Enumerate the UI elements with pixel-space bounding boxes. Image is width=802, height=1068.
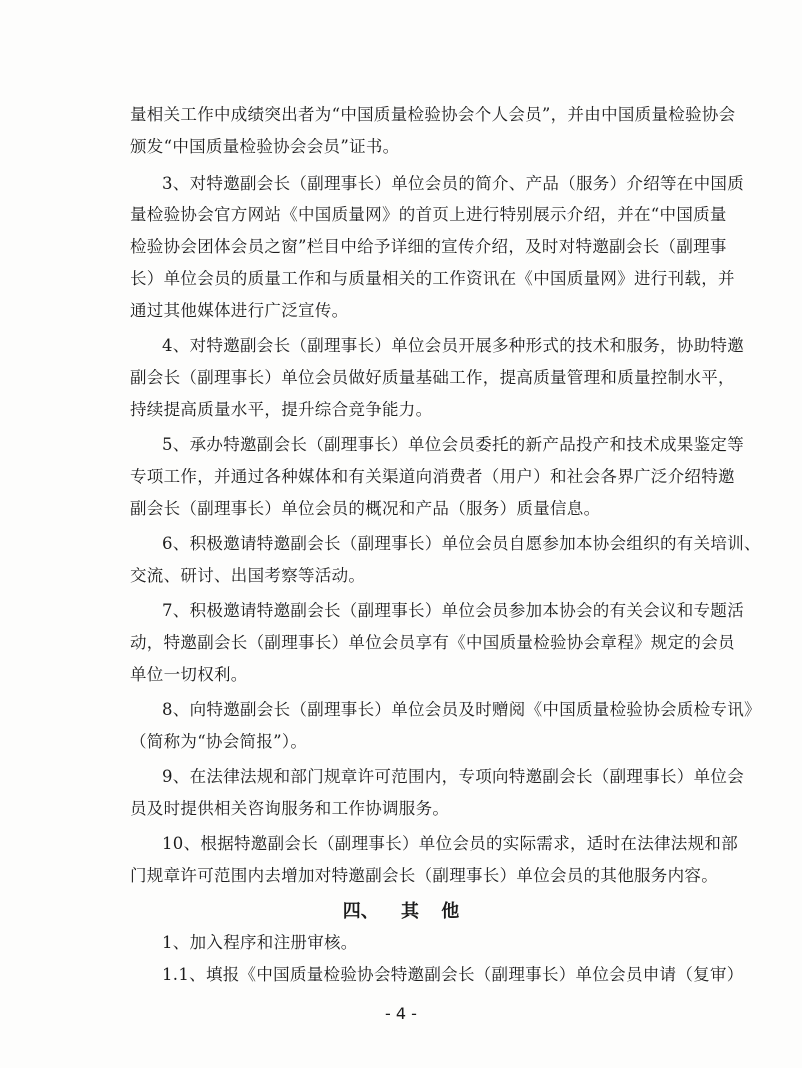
text-line: 检验协会团体会员之窗”栏目中给予详细的宣传介绍，及时对特邀副会长（副理事	[130, 237, 727, 256]
section-heading-char: 他	[441, 901, 460, 922]
text-line: （简称为“协会简报”）。	[130, 732, 308, 751]
text-line: 门规章许可范围内去增加对特邀副会长（副理事长）单位会员的其他服务内容。	[130, 866, 718, 885]
text-line: 长）单位会员的质量工作和与质量相关的工作资讯在《中国质量网》进行刊载，并	[130, 269, 735, 288]
text-line: 持续提高质量水平，提升综合竞争能力。	[130, 400, 433, 419]
text-line: 通过其他媒体进行广泛宣传。	[130, 301, 349, 320]
text-line: 副会长（副理事长）单位会员做好质量基础工作，提高质量管理和质量控制水平，	[130, 368, 735, 387]
text-line: 动，特邀副会长（副理事长）单位会员享有《中国质量检验协会章程》规定的会员	[130, 633, 735, 652]
page-number: - 4 -	[385, 1004, 417, 1023]
section-heading	[0, 897, 802, 923]
text-line: 10、根据特邀副会长（副理事长）单位会员的实际需求，适时在法律法规和部	[162, 834, 738, 853]
text-line: 1、加入程序和注册审核。	[162, 933, 358, 952]
text-line: 1.1、填报《中国质量检验协会特邀副会长（副理事长）单位会员申请（复审）	[162, 965, 744, 984]
text-line: 7、积极邀请特邀副会长（副理事长）单位会员参加本协会的有关会议和专题活	[162, 601, 744, 620]
text-line: 5、承办特邀副会长（副理事长）单位会员委托的新产品投产和技术成果鉴定等	[162, 435, 744, 454]
text-line: 9、在法律法规和部门规章许可范围内，专项向特邀副会长（副理事长）单位会	[162, 767, 744, 786]
section-heading-number: 四、	[342, 901, 379, 922]
text-line: 3、对特邀副会长（副理事长）单位会员的简介、产品（服务）介绍等在中国质	[162, 174, 744, 193]
text-line: 员及时提供相关咨询服务和工作协调服务。	[130, 799, 450, 818]
section-heading-char: 其	[401, 901, 419, 922]
text-line: 4、对特邀副会长（副理事长）单位会员开展多种形式的技术和服务，协助特邀	[162, 336, 744, 355]
text-line: 8、向特邀副会长（副理事长）单位会员及时赠阅《中国质量检验协会质检专讯》	[162, 700, 761, 719]
text-line: 专项工作，并通过各种媒体和有关渠道向消费者（用户）和社会各界广泛介绍特邀	[130, 467, 735, 486]
text-line: 6、积极邀请特邀副会长（副理事长）单位会员自愿参加本协会组织的有关培训、	[162, 534, 761, 553]
text-line: 颁发“中国质量检验协会会员”证书。	[130, 137, 400, 156]
text-line: 副会长（副理事长）单位会员的概况和产品（服务）质量信息。	[130, 499, 601, 518]
text-line: 量相关工作中成绩突出者为“中国质量检验协会个人会员”，并由中国质量检验协会	[130, 105, 736, 124]
text-line: 单位一切权利。	[130, 665, 248, 684]
text-line: 量检验协会官方网站《中国质量网》的首页上进行特别展示介绍，并在“中国质量	[130, 205, 727, 224]
text-line: 交流、研讨、出国考察等活动。	[130, 566, 366, 585]
